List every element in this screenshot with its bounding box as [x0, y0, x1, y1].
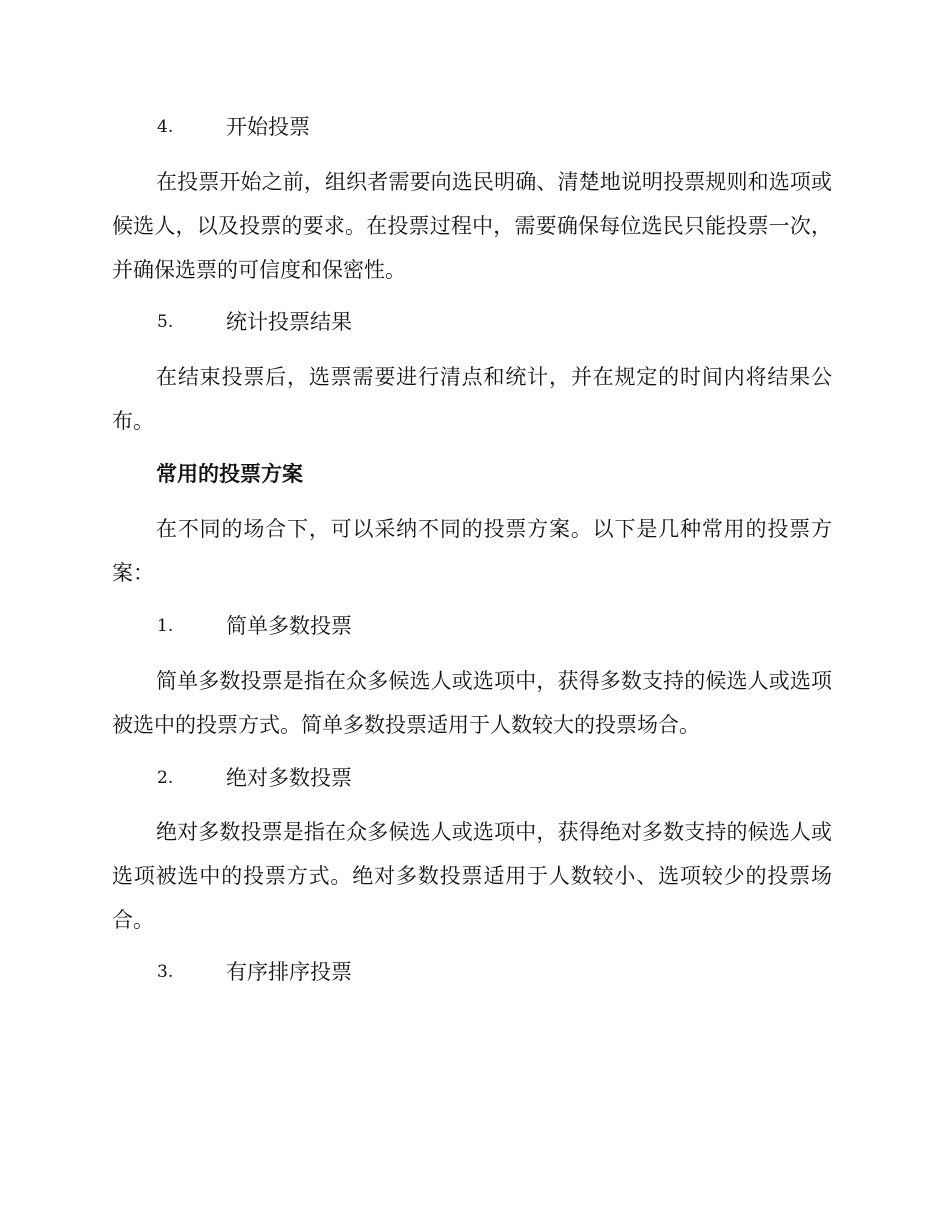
list-item-simple-majority [112, 612, 832, 640]
list-label: 简单多数投票 [226, 614, 352, 638]
list-label: 开始投票 [226, 115, 310, 139]
section-heading: 常用的投票方案 [156, 461, 303, 486]
list-number: 4. [157, 117, 174, 137]
list-number: 5. [157, 312, 174, 332]
list-label: 绝对多数投票 [226, 766, 352, 790]
paragraph-simple-majority: 简单多数投票是指在众多候选人或选项中，获得多数支持的候选人或选项被选中的投票方式。简单多数投票适用于人数较大的投票场合。 [112, 669, 832, 737]
list-item-absolute-majority [112, 764, 832, 792]
paragraph-voting-rules: 在投票开始之前，组织者需要向选民明确、清楚地说明投票规则和选项或候选人，以及投票的要求。在投票过程中，需要确保每位选民只能投票一次，并确保选票的可信度和保密性。 [112, 170, 832, 282]
paragraph-absolute-majority: 绝对多数投票是指在众多候选人或选项中，获得绝对多数支持的候选人或选项被选中的投票方式。绝对多数投票适用于人数较小、选项较少的投票场合。 [112, 820, 832, 932]
paragraph-counting: 在结束投票后，选票需要进行清点和统计，并在规定的时间内将结果公布。 [112, 365, 832, 433]
list-item-count-results [112, 308, 832, 336]
paragraph-schemes-intro: 在不同的场合下，可以采纳不同的投票方案。以下是几种常用的投票方案： [112, 517, 832, 585]
list-number: 3. [157, 962, 174, 982]
list-label: 统计投票结果 [226, 310, 352, 334]
list-item-start-voting [112, 113, 832, 141]
list-number: 2. [157, 768, 174, 788]
list-label: 有序排序投票 [226, 960, 352, 984]
list-item-ranked-voting [112, 958, 832, 986]
list-number: 1. [157, 616, 174, 636]
